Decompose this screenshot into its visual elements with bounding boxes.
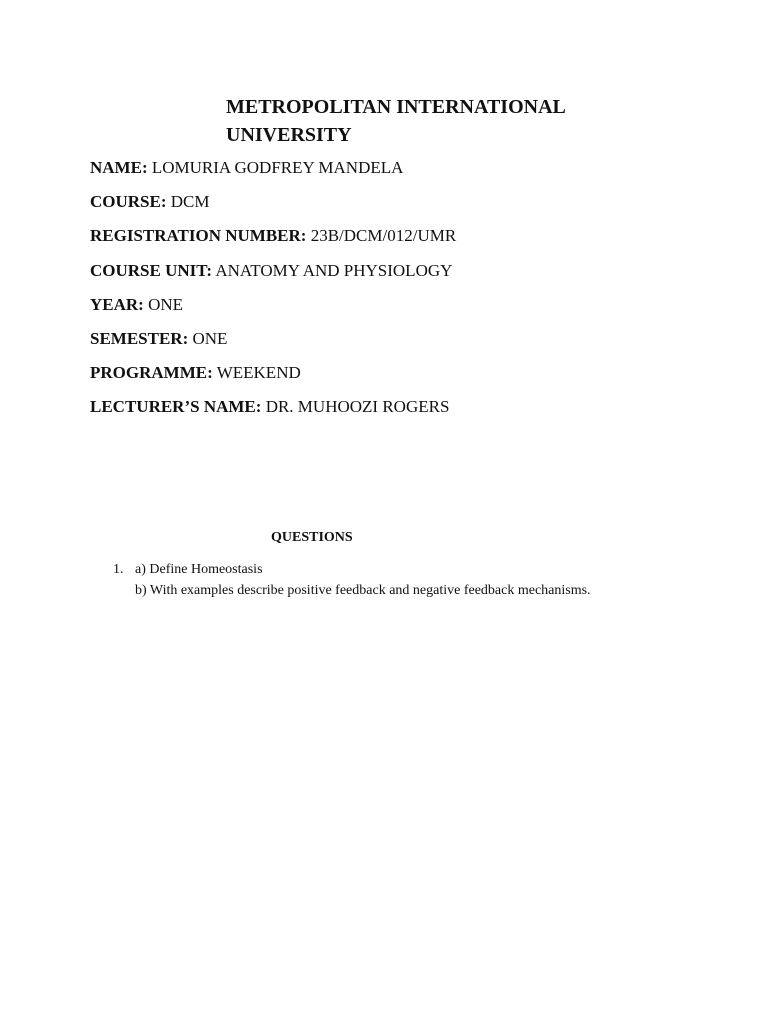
field-value: ONE [192, 328, 228, 348]
field-value: WEEKEND [216, 363, 301, 383]
field-year [90, 294, 730, 328]
field-name [90, 157, 730, 191]
field-label: YEAR: [90, 294, 144, 314]
field-value: 23B/DCM/012/UMR [310, 226, 457, 246]
questions-heading: QUESTIONS [271, 530, 353, 545]
field-label: SEMESTER: [90, 328, 189, 348]
field-lecturer-name [90, 396, 730, 430]
student-details [90, 157, 730, 431]
field-label: COURSE UNIT: [90, 260, 213, 280]
field-registration-number [90, 225, 730, 259]
field-label: NAME: [90, 158, 148, 177]
field-value: ANATOMY AND PHYSIOLOGY [215, 260, 453, 280]
field-label: PROGRAMME: [90, 363, 213, 383]
field-programme [90, 362, 730, 396]
question-number: 1. [113, 562, 124, 577]
field-label: REGISTRATION NUMBER: [90, 226, 307, 246]
field-value: DR. MUHOOZI ROGERS [265, 397, 450, 417]
field-value: LOMURIA GODFREY MANDELA [151, 158, 404, 177]
question-part-b: b) With examples describe positive feedback and negative feedback mechanisms. [135, 583, 591, 598]
question-parts [135, 559, 591, 601]
field-value: ONE [148, 294, 184, 314]
field-course [90, 191, 730, 225]
question-part-a: a) Define Homeostasis [135, 562, 263, 577]
page-title: METROPOLITAN INTERNATIONAL UNIVERSITY [226, 96, 565, 146]
field-value: DCM [170, 192, 210, 212]
field-course-unit [90, 260, 730, 294]
field-semester [90, 328, 730, 362]
field-label: LECTURER’S NAME: [90, 397, 262, 417]
field-label: COURSE: [90, 192, 167, 212]
